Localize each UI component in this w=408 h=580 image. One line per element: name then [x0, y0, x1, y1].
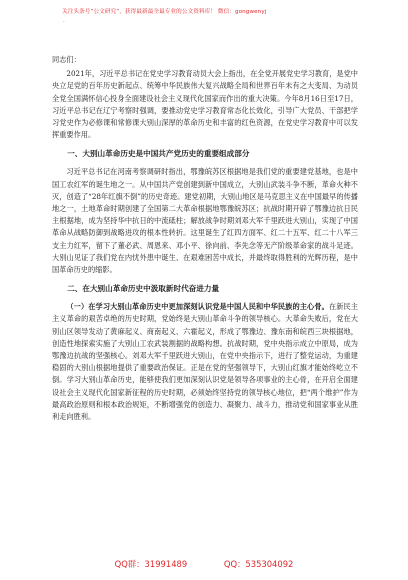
paragraph-intro: 2021年，习近平总书记在党史学习教育动员大会上指出，在全党开展党史学习教育，是党中央立足党的百年历史新起点、统筹中华民族伟大复兴战略全局和世界百年未有之大变局、为动员全党全国满怀信心投身全面建设社会主义现代化国家而作出的重大决策。今年8月16日至17日，习近平总书记在辽宁考察时强调，要推动党史学习教育常态化长效化，引导广大党员、干部把学习党史作为必修课和常修课大别山深厚的革命历史和丰富的红色资源，在党史学习教育中可以发挥重要作用。: [52, 69, 358, 140]
qq-number-text: QQ：535304092: [223, 559, 294, 569]
document-body: [52, 54, 358, 423]
banner-line: 关注头条号“公文研究”，获得最新最全最专业的公文资料库！ 微信：gongwenyj: [62, 9, 267, 15]
section-heading-2: 二、在大别山革命历史中汲取新时代奋进力量: [67, 284, 220, 294]
footer-contact: [0, 558, 408, 570]
section-heading-1: 一、大别山革命历史是中国共产党历史的重要组成部分: [67, 149, 250, 159]
salutation: 同志们：: [52, 55, 81, 64]
paragraph-history: 习近平总书记在河南考察调研时指出，鄂豫皖苏区根据地是我们党的重要建党基地，也是中国工农红军的诞生地之一。从中国共产党创建到新中国成立，大别山武装斗争不断，革命火种不灭，创造了“28年红旗不倒”的历史奇迹。建党初期，大别山地区是马克思主义在中国最早的传播地之一，土地革命时期创建了全国第二大革命根据地鄂豫皖苏区；抗战时期开辟了鄂豫边抗日民主根据地，成为坚持华中抗日的中流砥柱；解放战争时期刘邓大军千里跃进大别山，实现了中国革命从战略防御到战略进攻的根本性转折。这里诞生了红四方面军、红二十五军、红二十八军三支主力红军，留下了董必武、周恩来、邓小平、徐向前、李先念等无产阶级革命家的战斗足迹。大别山见证了我们党在内忧外患中诞生、在艰难困苦中成长，并最终取得胜利的光辉历程，是中国革命历史的缩影。: [52, 167, 358, 275]
paragraph-subsection-1: [52, 301, 358, 423]
qq-group-text: QQ群：31991489: [114, 559, 188, 569]
header-banner: [62, 8, 380, 26]
banner-line-2: .: [63, 18, 65, 24]
subsection-text: 在新民主主义革命的艰苦卓绝的历史时期，党始终是大别山革命斗争的领导核心。大革命失败后，党在大别山区领导发动了黄麻起义、商南起义、六霍起义，形成了鄂豫边、豫东南和皖西三块根据地，创造性地探索实施了大别山工农武装割据的战略构想。抗战时期，党中央指示成立中原局，成为鄂豫边抗战的坚强核心。刘邓大军千里跃进大别山，在党中央指示下，进行了整党运动，为重建稳固的大别山根据地提供了重要政治保证。正是在党的坚强领导下，大别山红旗才能始终屹立不倒。学习大别山革命历史，能够使我们更加深刻认识党是领导各项事业的主心骨，在开启全面建设社会主义现代化国家新征程的历史时期，必须始终坚持党的领导核心地位，把“两个维护”作为最高政治原则和根本政治规矩，不断增强党的创造力、凝聚力、战斗力，推动党和国家事业从胜利走向胜利。: [52, 302, 358, 422]
subsection-title: （一）在学习大别山革命历史中更加深刻认识党是中国人民和中华民族的主心骨。: [66, 302, 329, 312]
